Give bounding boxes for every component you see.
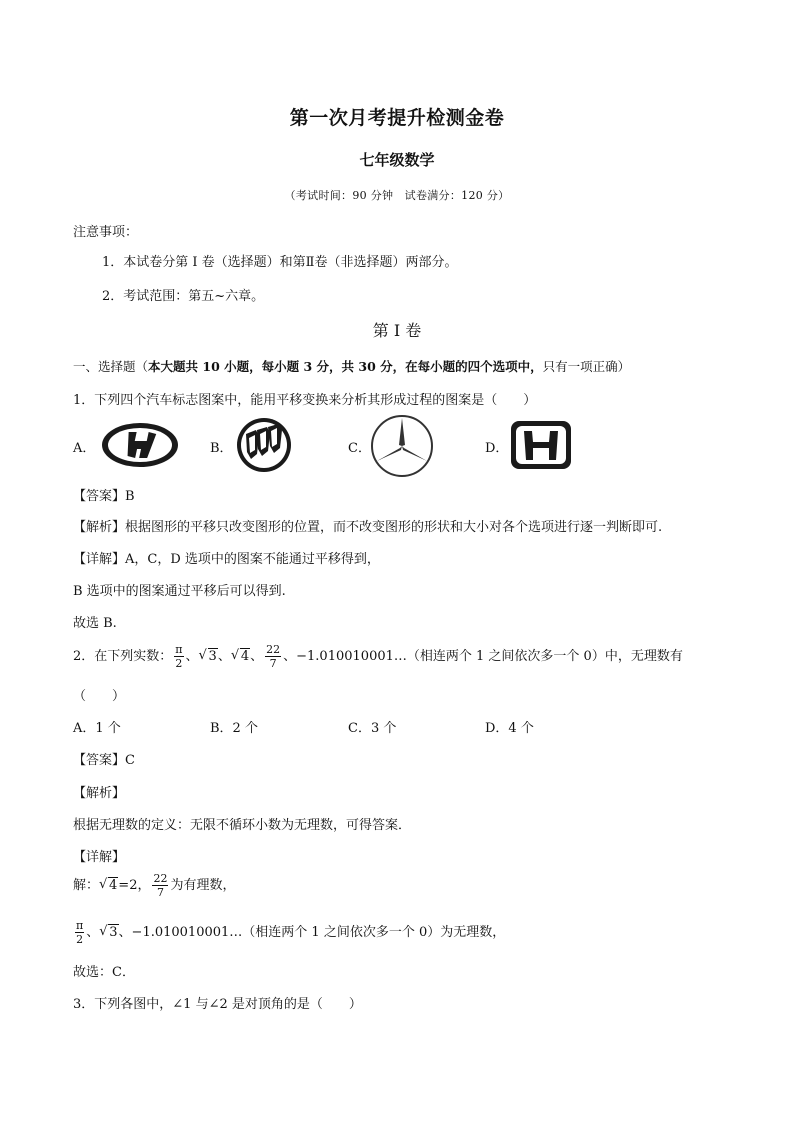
page-subtitle: 七年级数学 xyxy=(359,151,435,169)
q2-option-b: B．2 个 xyxy=(210,721,258,736)
q1-stem: 1．下列四个汽车标志图案中，能用平移变换来分析其形成过程的图案是（ ） xyxy=(73,393,537,408)
part1-heading-suffix: 只有一项正确） xyxy=(542,359,631,374)
q2-answer xyxy=(73,749,135,768)
equals-two: =2， xyxy=(118,878,151,893)
part1-heading-prefix: 一、选择题（ xyxy=(73,359,149,374)
analysis-text: 根据图形的平移只改变图形的位置，而不改变图形的形状和大小对各个选项进行逐一判断即可. xyxy=(125,520,663,535)
separator: 、 xyxy=(86,925,100,940)
fraction-denominator: 7 xyxy=(156,886,164,899)
radicand: 3 xyxy=(208,649,217,664)
part1-heading xyxy=(73,357,630,375)
q2-stem-prefix: 2．在下列实数： xyxy=(73,649,173,664)
q2-detail-tag: 【详解】 xyxy=(73,850,126,865)
fraction-denominator: 2 xyxy=(175,657,183,670)
fraction-pi-over-2 xyxy=(75,919,84,946)
radicand: 3 xyxy=(109,925,118,940)
q2-option-a: A．1 个 xyxy=(73,721,121,736)
sqrt-3 xyxy=(99,918,118,948)
fraction-numerator: π xyxy=(76,919,84,932)
q1-detail-line-2: B 选项中的图案通过平移后可以得到. xyxy=(73,584,286,599)
q1-option-b-label: B． xyxy=(210,441,233,456)
analysis-tag: 【解析】 xyxy=(73,520,126,535)
mercedes-logo-icon xyxy=(370,414,434,478)
separator: 、 xyxy=(283,649,297,664)
answer-value: C xyxy=(125,753,135,768)
separator: 、 xyxy=(217,649,231,664)
q2-option-c: C．3 个 xyxy=(348,721,397,736)
irrational-text: （相连两个 1 之间依次多一个 0）为无理数， xyxy=(242,925,506,940)
q1-conclusion: 故选 B. xyxy=(73,616,117,631)
q1-detail xyxy=(73,548,380,567)
detail-tag: 【详解】 xyxy=(73,552,126,567)
honda-logo-icon xyxy=(510,420,572,470)
q2-analysis-tag: 【解析】 xyxy=(73,786,126,801)
q2-paren: （ ） xyxy=(73,689,126,704)
part1-heading-bold: 本大题共 10 小题，每小题 3 分，共 30 分，在每小题的四个选项中， xyxy=(148,359,543,374)
answer-tag: 【答案】 xyxy=(73,753,126,768)
answer-value: B xyxy=(125,489,135,504)
separator: 、 xyxy=(185,649,199,664)
fraction-denominator: 2 xyxy=(76,933,84,946)
solution-prefix: 解： xyxy=(73,878,100,893)
sqrt-4 xyxy=(99,871,118,901)
fraction-denominator: 7 xyxy=(269,657,277,670)
q1-option-d-label: D． xyxy=(485,441,509,456)
rational-text: 为有理数， xyxy=(170,878,236,893)
exam-meta: （考试时间：90 分钟 试卷满分：120 分） xyxy=(284,189,510,202)
detail-line: A，C，D 选项中的图案不能通过平移得到， xyxy=(125,552,380,567)
separator: 、 xyxy=(250,649,264,664)
fraction-numerator: 22 xyxy=(153,872,168,885)
notes-item-1: 1．本试卷分第 I 卷（选择题）和第Ⅱ卷（非选择题）两部分。 xyxy=(102,255,458,270)
repeating-decimal: −1.010010001… xyxy=(131,925,243,940)
q2-stem-suffix: （相连两个 1 之间依次多一个 0）中，无理数有 xyxy=(406,649,683,664)
fraction-numerator: 22 xyxy=(266,643,281,656)
q1-answer xyxy=(73,485,135,504)
sqrt-4 xyxy=(231,642,250,672)
answer-tag: 【答案】 xyxy=(73,489,126,504)
q2-option-d: D．4 个 xyxy=(485,721,534,736)
repeating-decimal: −1.010010001… xyxy=(296,649,407,664)
separator: 、 xyxy=(118,925,132,940)
q1-option-c-label: C． xyxy=(348,441,371,456)
q2-analysis: 根据无理数的定义：无限不循环小数为无理数，可得答案． xyxy=(73,818,412,833)
q1-option-a-label: A． xyxy=(73,441,96,456)
notes-heading: 注意事项： xyxy=(73,225,139,240)
q2-solution-line-2 xyxy=(73,918,505,948)
fraction-pi-over-2 xyxy=(174,643,183,670)
notes-item-2: 2．考试范围：第五~六章。 xyxy=(102,289,265,304)
q2-solution-line-1 xyxy=(73,871,235,901)
radicand: 4 xyxy=(109,878,118,893)
fraction-numerator: π xyxy=(175,643,183,656)
section-title: 第 I 卷 xyxy=(372,321,422,340)
radicand: 4 xyxy=(240,649,250,664)
q3-stem: 3．下列各图中，∠1 与∠2 是对顶角的是（ ） xyxy=(73,997,362,1012)
hyundai-logo-icon xyxy=(100,421,180,469)
q2-conclusion: 故选：C． xyxy=(73,965,135,980)
q2-stem xyxy=(73,642,683,672)
q1-analysis xyxy=(73,516,662,535)
buick-logo-icon xyxy=(235,416,293,474)
fraction-22-over-7 xyxy=(152,872,168,899)
fraction-22-over-7 xyxy=(265,643,281,670)
page-title: 第一次月考提升检测金卷 xyxy=(289,107,505,129)
sqrt-3 xyxy=(199,642,218,672)
